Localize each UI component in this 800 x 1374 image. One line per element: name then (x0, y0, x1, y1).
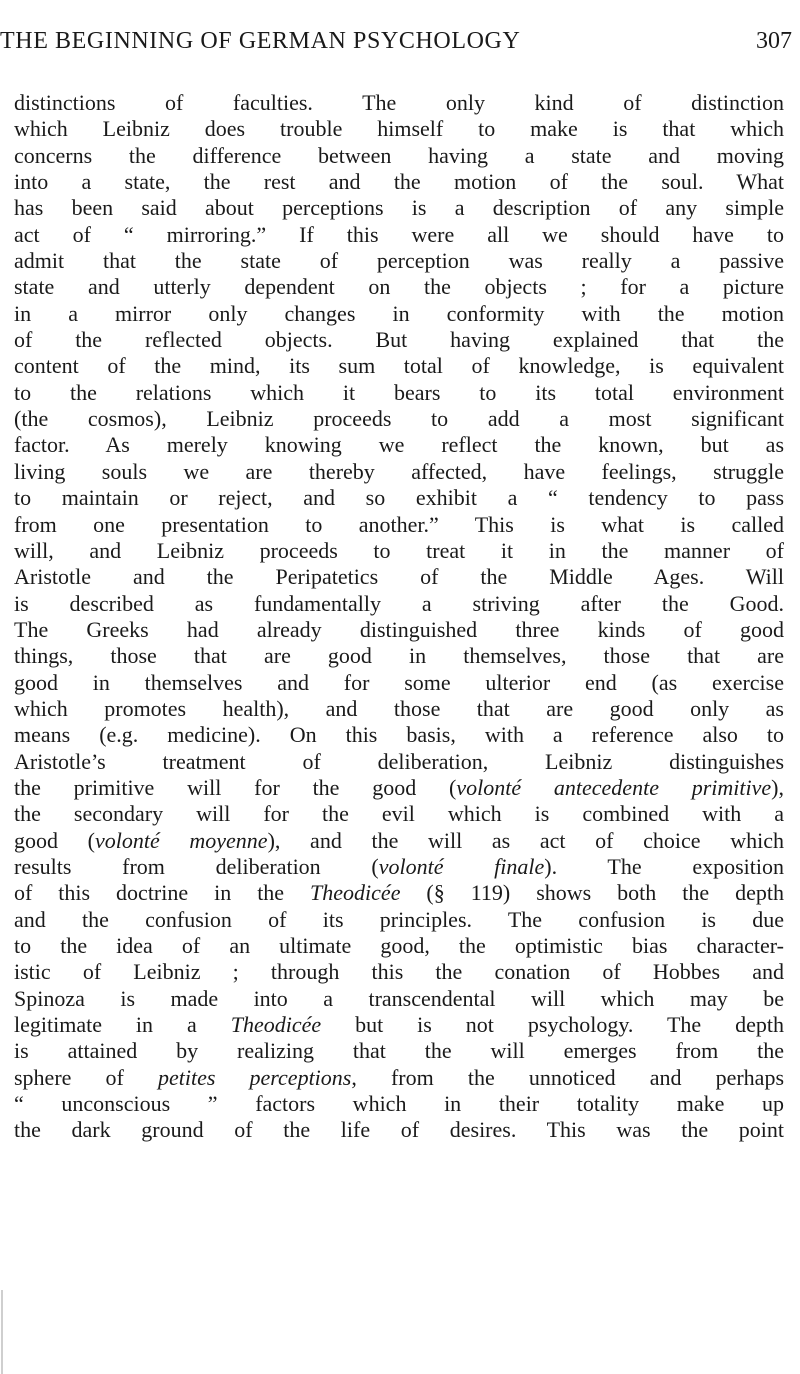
text-line: of the reflected objects. But having explained that the (14, 327, 784, 353)
text-line: the primitive will for the good (volonté antecedente primitive), (14, 774, 784, 800)
italic-term: volonté moyenne (94, 827, 268, 853)
text-line: things, those that are good in themselves, those that are (14, 643, 784, 669)
text-line: in a mirror only changes in conformity with the motion (14, 300, 784, 326)
text-line: which Leibniz does trouble himself to make is that which (14, 116, 784, 142)
text-line: living souls we are thereby affected, have feelings, struggle (14, 458, 784, 484)
text-line: factor. As merely knowing we reflect the known, but as (14, 432, 784, 458)
italic-term: volonté antecedente primitive (456, 774, 772, 800)
text-line: legitimate in a Theodicée but is not psychology. The depth (14, 1012, 784, 1038)
text-line: has been said about perceptions is a description of any simple (14, 195, 784, 221)
text-line: concerns the difference between having a state and moving (14, 142, 784, 168)
text-line: means (e.g. medicine). On this basis, with a reference also to (14, 722, 784, 748)
running-title: THE BEGINNING OF GERMAN PSYCHOLOGY (0, 28, 521, 54)
text-line: will, and Leibniz proceeds to treat it in the manner of (14, 537, 784, 563)
text-line: from one presentation to another.” This is what is called (14, 511, 784, 537)
body-text (14, 90, 784, 1144)
text-line: is attained by realizing that the will emerges from the (14, 1038, 784, 1064)
text-line: distinctions of faculties. The only kind of distinction (14, 90, 784, 115)
text-line: is described as fundamentally a striving after the Good. (14, 590, 784, 616)
text-line: state and utterly dependent on the objects ; for a picture (14, 274, 784, 300)
text-line: content of the mind, its sum total of knowledge, is equivalent (14, 353, 784, 379)
text-line: good in themselves and for some ulterior end (as exercise (14, 669, 784, 695)
italic-term: volonté finale (378, 853, 545, 879)
text-line: admit that the state of perception was really a passive (14, 248, 784, 274)
text-line: to the relations which it bears to its total environment (14, 379, 784, 405)
text-line: Aristotle’s treatment of deliberation, Leibniz distinguishes (14, 748, 784, 774)
italic-term: Theodicée (310, 880, 401, 906)
text-line: (the cosmos), Leibniz proceeds to add a most significant (14, 406, 784, 432)
text-line: which promotes health), and those that are good only as (14, 695, 784, 721)
text-line: act of “ mirroring.” If this were all we should have to (14, 221, 784, 247)
text-line: Spinoza is made into a transcendental will which may be (14, 985, 784, 1011)
page-edge-mark (1, 1290, 3, 1374)
text-line: Aristotle and the Peripatetics of the Middle Ages. Will (14, 564, 784, 590)
text-line: into a state, the rest and the motion of the soul. What (14, 169, 784, 195)
text-line: “ unconscious ” factors which in their totality make up (14, 1091, 784, 1117)
italic-term: Theodicée (230, 1012, 322, 1038)
text-line: the secondary will for the evil which is combined with a (14, 801, 784, 827)
text-line: and the confusion of its principles. The confusion is due (14, 906, 784, 932)
text-line: to maintain or reject, and so exhibit a “ tendency to pass (14, 485, 784, 511)
page-number: 307 (756, 28, 792, 54)
text-line: of this doctrine in the Theodicée (§ 119) shows both the depth (14, 880, 784, 906)
text-line: good (volonté moyenne), and the will as act of choice which (14, 827, 784, 853)
italic-term: petites perceptions (157, 1064, 352, 1090)
text-line: istic of Leibniz ; through this the conation of Hobbes and (14, 959, 784, 985)
text-line: The Greeks had already distinguished three kinds of good (14, 616, 784, 642)
text-line: sphere of petites perceptions, from the unnoticed and perhaps (14, 1064, 785, 1090)
running-head (0, 28, 800, 68)
text-line: results from deliberation (volonté finale). The exposition (14, 853, 784, 879)
text-line: the dark ground of the life of desires. This was the point (14, 1117, 784, 1143)
text-line: to the idea of an ultimate good, the optimistic bias character- (14, 933, 784, 958)
